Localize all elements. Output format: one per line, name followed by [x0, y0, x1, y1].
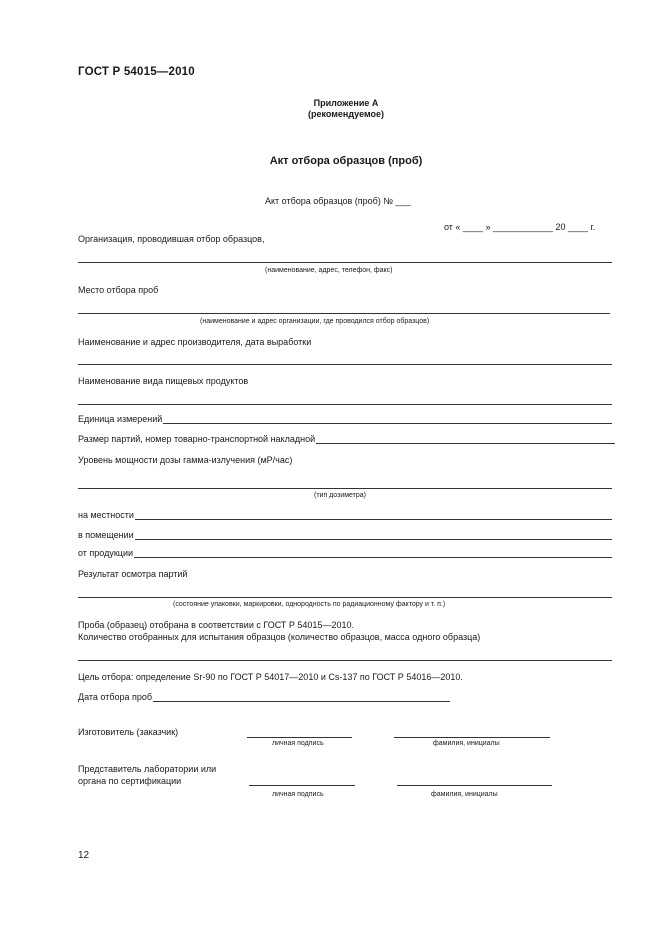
lab-rep-signature-line[interactable] [249, 785, 355, 786]
place-label: Место отбора проб [78, 285, 159, 295]
organization-label: Организация, проводившая отбор образцов, [78, 234, 265, 244]
on-site-label: на местности [78, 510, 134, 520]
place-caption: (наименование и адрес организации, где проводился отбор образцов) [200, 318, 430, 325]
manufacturer-signatory-label: Изготовитель (заказчик) [78, 727, 179, 737]
manufacturer-name-caption: фамилия, инициалы [433, 740, 500, 747]
unit-row [78, 414, 612, 424]
inspection-line[interactable] [78, 597, 612, 598]
sampling-date-row [78, 692, 450, 702]
indoors-line[interactable] [135, 530, 612, 540]
from-product-label: от продукции [78, 548, 134, 558]
lab-rep-name-line[interactable] [397, 785, 552, 786]
batch-row [78, 434, 615, 444]
lab-rep-label-line2: органа по сертификации [78, 776, 182, 786]
food-type-label: Наименование вида пищевых продуктов [78, 376, 249, 386]
standard-header: ГОСТ Р 54015—2010 [78, 66, 195, 78]
date-line: от « ____ » ____________ 20 ____ г. [444, 222, 596, 232]
purpose-text: Цель отбора: определение Sr-90 по ГОСТ Р 54017—2010 и Cs-137 по ГОСТ Р 54016—2010. [78, 672, 463, 682]
appendix-subtitle: (рекомендуемое) [308, 109, 384, 119]
lab-rep-label-line1: Представитель лаборатории или [78, 764, 217, 774]
dosimeter-caption: (тип дозиметра) [314, 492, 366, 499]
sampling-date-label: Дата отбора проб [78, 692, 153, 702]
food-type-line[interactable] [78, 404, 612, 405]
document-title: Акт отбора образцов (проб) [269, 155, 423, 167]
inspection-label: Результат осмотра партий [78, 569, 188, 579]
indoors-row [78, 530, 612, 540]
dose-rate-line[interactable] [78, 488, 612, 489]
organization-caption: (наименование, адрес, телефон, факс) [265, 267, 393, 274]
appendix-title: Приложение А [313, 98, 379, 108]
place-line[interactable] [78, 313, 610, 314]
sample-quantity-line[interactable] [78, 660, 612, 661]
manufacturer-name-line[interactable] [394, 737, 550, 738]
manufacturer-signature-caption: личная подпись [272, 740, 324, 747]
manufacturer-signature-line[interactable] [247, 737, 352, 738]
sampling-date-line[interactable] [153, 692, 450, 702]
from-product-line[interactable] [134, 548, 612, 558]
unit-line[interactable] [163, 414, 612, 424]
manufacturer-line[interactable] [78, 364, 612, 365]
from-product-row [78, 548, 612, 558]
batch-label: Размер партий, номер товарно-транспортной накладной [78, 434, 316, 444]
on-site-row [78, 510, 612, 520]
on-site-line[interactable] [135, 510, 612, 520]
sample-quantity-label: Количество отобранных для испытания образцов (количество образцов, масса одного образца) [78, 632, 481, 642]
dose-rate-label: Уровень мощности дозы гамма-излучения (мР/час) [78, 455, 293, 465]
act-number: Акт отбора образцов (проб) № ___ [265, 196, 411, 206]
sample-compliance-text: Проба (образец) отобрана в соответствии с ГОСТ Р 54015—2010. [78, 620, 354, 630]
indoors-label: в помещении [78, 530, 134, 540]
page-number: 12 [78, 850, 90, 861]
lab-rep-name-caption: фамилия, инициалы [431, 791, 498, 798]
batch-line[interactable] [316, 434, 615, 444]
organization-line[interactable] [78, 262, 612, 263]
inspection-caption: (состояние упаковки, маркировки, однородность по радиационному фактору и т. п.) [173, 601, 446, 608]
unit-label: Единица измерений [78, 414, 163, 424]
manufacturer-label: Наименование и адрес производителя, дата выработки [78, 337, 312, 347]
lab-rep-signature-caption: личная подпись [272, 791, 324, 798]
